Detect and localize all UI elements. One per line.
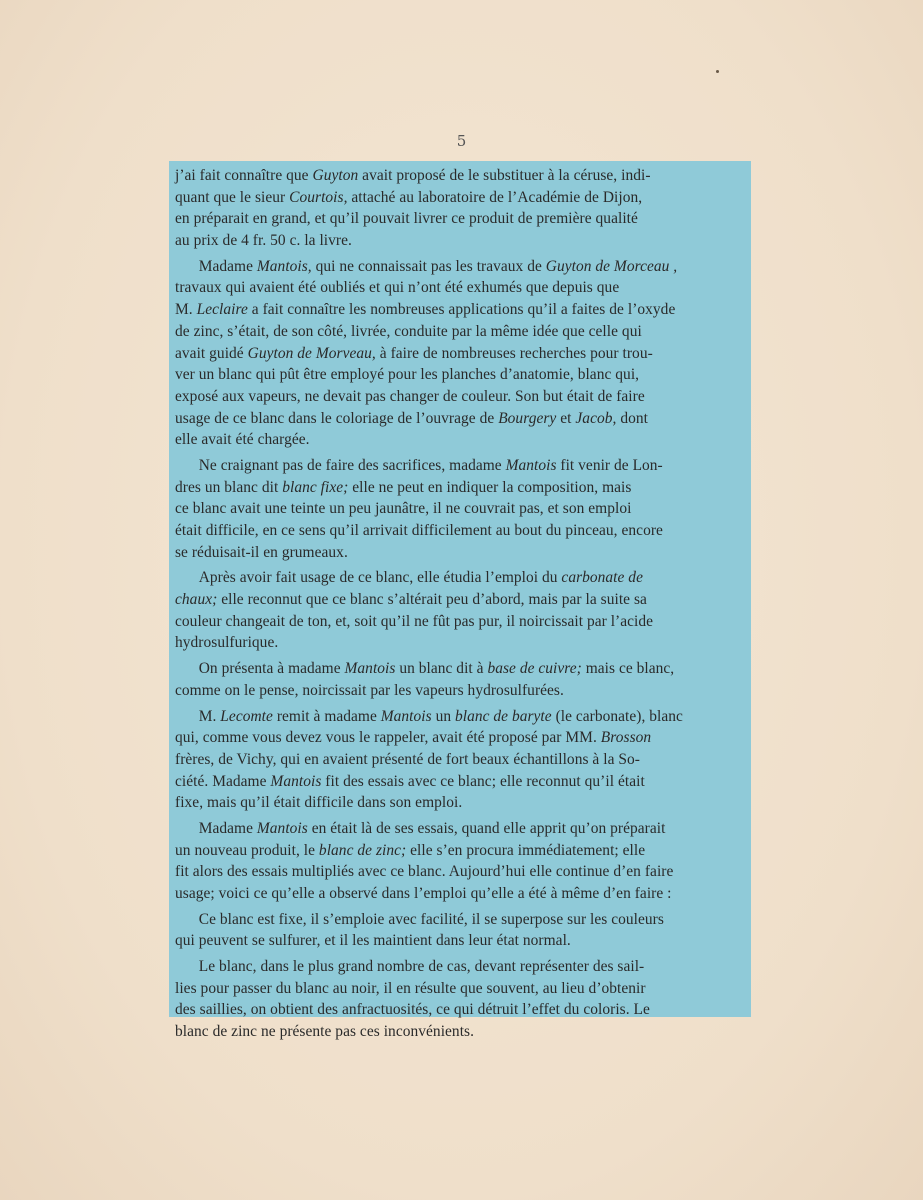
text-line xyxy=(175,978,745,1000)
text-run: comme on le pense, noircissait par les vapeurs hydrosulfurées. xyxy=(175,681,564,699)
text-run: M. xyxy=(198,707,221,725)
text-run: elle s’en procura immédiatement; elle xyxy=(406,841,646,859)
italic-name: Guyton de Morveau, xyxy=(247,344,376,362)
text-run: un nouveau produit, le xyxy=(175,841,319,859)
italic-name: Bourgery xyxy=(498,409,557,427)
italic-name: Courtois, xyxy=(289,188,348,206)
text-line xyxy=(175,364,745,386)
text-line xyxy=(175,611,745,633)
text-run: travaux qui avaient été oubliés et qui n’ont été exhumés que depuis que xyxy=(175,279,620,297)
text-line xyxy=(175,299,745,321)
text-run: avait proposé de le substituer à la céruse, indi- xyxy=(358,167,651,184)
text-run: fit venir de Lon- xyxy=(556,456,663,474)
text-line xyxy=(175,408,745,430)
text-line xyxy=(175,840,745,862)
italic-name: Mantois, xyxy=(256,257,312,275)
paragraph xyxy=(175,455,751,563)
text-run: un blanc dit à xyxy=(395,660,488,678)
text-run: à faire de nombreuses recherches pour trou- xyxy=(375,344,653,362)
text-run: qui, comme vous devez vous le rappeler, avait été proposé par MM. xyxy=(175,729,601,747)
text-run: fit alors des essais multipliés avec ce blanc. Aujourd’hui elle continue d’en faire xyxy=(175,863,674,881)
text-run: elle ne peut en indiquer la composition, mais xyxy=(348,478,632,496)
text-run: qui ne connaissait pas les travaux de xyxy=(311,257,546,275)
text-run: M. xyxy=(175,301,197,319)
text-line xyxy=(175,321,745,343)
text-line xyxy=(175,861,745,883)
text-line xyxy=(175,520,745,542)
text-line xyxy=(175,477,745,499)
text-line xyxy=(175,999,745,1021)
text-run: quant que le sieur xyxy=(175,188,290,206)
text-line xyxy=(175,187,745,209)
italic-name: Leclaire xyxy=(196,301,248,319)
text-run: Le blanc, dans le plus grand nombre de cas, devant représenter des sail- xyxy=(198,958,645,976)
text-run: blanc de zinc ne présente pas ces inconvénients. xyxy=(175,1023,475,1041)
italic-name: blanc de baryte xyxy=(454,707,552,725)
text-line xyxy=(175,277,745,299)
italic-name: Mantois xyxy=(344,660,396,678)
text-line xyxy=(175,818,745,840)
text-run: et xyxy=(556,409,576,427)
text-run: qui peuvent se sulfurer, et il les maintient dans leur état normal. xyxy=(175,932,571,950)
paragraph xyxy=(175,909,751,952)
text-run: Ne craignant pas de faire des sacrifices, madame xyxy=(198,456,506,474)
italic-name: base de cuivre; xyxy=(487,660,582,678)
text-run: dont xyxy=(616,409,648,427)
italic-name: blanc fixe; xyxy=(282,478,349,496)
text-run: hydrosulfurique. xyxy=(175,634,279,652)
text-line xyxy=(175,658,745,680)
text-run: lies pour passer du blanc au noir, il en résulte que souvent, au lieu d’obtenir xyxy=(175,979,646,997)
text-run: Ce blanc est fixe, il s’emploie avec facilité, il se superpose sur les couleurs xyxy=(198,910,664,928)
paragraph xyxy=(175,658,751,701)
page-number: 5 xyxy=(456,132,467,150)
text-line xyxy=(175,749,745,771)
text-line xyxy=(175,632,745,654)
text-run: ciété. Madame xyxy=(175,772,271,790)
text-line xyxy=(175,455,745,477)
text-run: mais ce blanc, xyxy=(581,660,675,678)
italic-name: Brosson xyxy=(600,729,652,747)
text-run: elle avait été chargée. xyxy=(175,431,310,449)
highlighted-text-block xyxy=(169,161,751,1041)
paragraph xyxy=(175,706,751,814)
text-run: de zinc, s’était, de son côté, livrée, conduite par la même idée que celle qui xyxy=(175,322,642,340)
text-run: en était là de ses essais, quand elle apprit qu’on préparait xyxy=(307,819,666,837)
text-run: (le carbonate), blanc xyxy=(551,707,683,725)
italic-name: Mantois xyxy=(256,819,308,837)
text-line xyxy=(175,429,745,451)
text-run: attaché au laboratoire de l’Académie de Dijon, xyxy=(347,188,643,206)
text-line xyxy=(175,792,745,814)
text-line xyxy=(175,256,745,278)
text-run: Madame xyxy=(198,257,257,275)
text-line xyxy=(175,343,745,365)
text-line xyxy=(175,567,745,589)
text-run: a fait connaître les nombreuses applications qu’il a faites de l’oxyde xyxy=(247,301,676,319)
text-run: On présenta à madame xyxy=(198,660,345,678)
text-line xyxy=(175,706,745,728)
text-run: j’ai fait connaître que xyxy=(175,167,313,184)
paper-speck xyxy=(716,70,719,73)
italic-name: Mantois xyxy=(505,456,557,474)
italic-name: chaux; xyxy=(175,591,218,609)
text-run: fixe, mais qu’il était difficile dans son emploi. xyxy=(175,794,463,812)
text-line xyxy=(175,386,745,408)
text-line xyxy=(175,680,745,702)
text-line xyxy=(175,956,745,978)
text-line xyxy=(175,498,745,520)
text-run: un xyxy=(431,707,455,725)
text-run: usage de ce blanc dans le coloriage de l’ouvrage de xyxy=(175,409,499,427)
italic-name: Guyton xyxy=(312,167,359,184)
text-run: Après avoir fait usage de ce blanc, elle étudia l’emploi du xyxy=(198,569,562,587)
text-run: avait guidé xyxy=(175,344,248,362)
text-run: fit des essais avec ce blanc; elle reconnut qu’il était xyxy=(321,772,645,790)
text-line xyxy=(175,165,745,187)
text-line xyxy=(175,909,745,931)
paragraph xyxy=(175,165,751,252)
text-run: était difficile, en ce sens qu’il arrivait difficilement au bout du pinceau, encore xyxy=(175,522,663,539)
text-run: couleur changeait de ton, et, soit qu’il ne fût pas pur, il noircissait par l’acide xyxy=(175,612,654,630)
paragraph xyxy=(175,956,751,1043)
text-run: remit à madame xyxy=(272,707,381,725)
text-run: des saillies, on obtient des anfractuosités, ce qui détruit l’effet du coloris. Le xyxy=(175,1001,650,1019)
text-line xyxy=(175,208,745,230)
italic-name: Jacob, xyxy=(575,409,617,427)
text-line xyxy=(175,542,745,564)
italic-name: Lecomte xyxy=(220,707,273,725)
text-run: exposé aux vapeurs, ne devait pas changer de couleur. Son but était de faire xyxy=(175,387,645,405)
text-line xyxy=(175,771,745,793)
italic-name: Mantois xyxy=(380,707,432,725)
text-run: dres un blanc dit xyxy=(175,478,283,496)
text-line xyxy=(175,1021,745,1043)
text-line xyxy=(175,727,745,749)
paragraph xyxy=(175,567,751,654)
text-line xyxy=(175,230,745,252)
italic-name: blanc de zinc; xyxy=(318,841,407,859)
text-run: en préparait en grand, et qu’il pouvait livrer ce produit de première qualité xyxy=(175,210,638,228)
text-run: usage; voici ce qu’elle a observé dans l’emploi qu’elle a été à même d’en faire : xyxy=(175,885,672,902)
text-run: se réduisait-il en grumeaux. xyxy=(175,543,348,561)
text-run: au prix de 4 fr. 50 c. la livre. xyxy=(175,232,352,250)
text-run: Madame xyxy=(198,819,257,837)
text-run: frères, de Vichy, qui en avaient présenté de fort beaux échantillons à la So- xyxy=(175,750,640,768)
italic-name: carbonate de xyxy=(561,569,643,587)
paragraph xyxy=(175,256,751,451)
italic-name: Mantois xyxy=(270,772,322,790)
text-run: ver un blanc qui pût être employé pour les planches d’anatomie, blanc qui, xyxy=(175,366,640,384)
text-line xyxy=(175,589,745,611)
paragraph xyxy=(175,818,751,905)
text-run: elle reconnut que ce blanc s’altérait peu d’abord, mais par la suite sa xyxy=(217,591,647,609)
text-line xyxy=(175,883,745,905)
italic-name: Guyton de Morceau , xyxy=(545,257,678,275)
text-run: ce blanc avait une teinte un peu jaunâtre, il ne couvrait pas, et son emploi xyxy=(175,500,632,518)
text-line xyxy=(175,930,745,952)
